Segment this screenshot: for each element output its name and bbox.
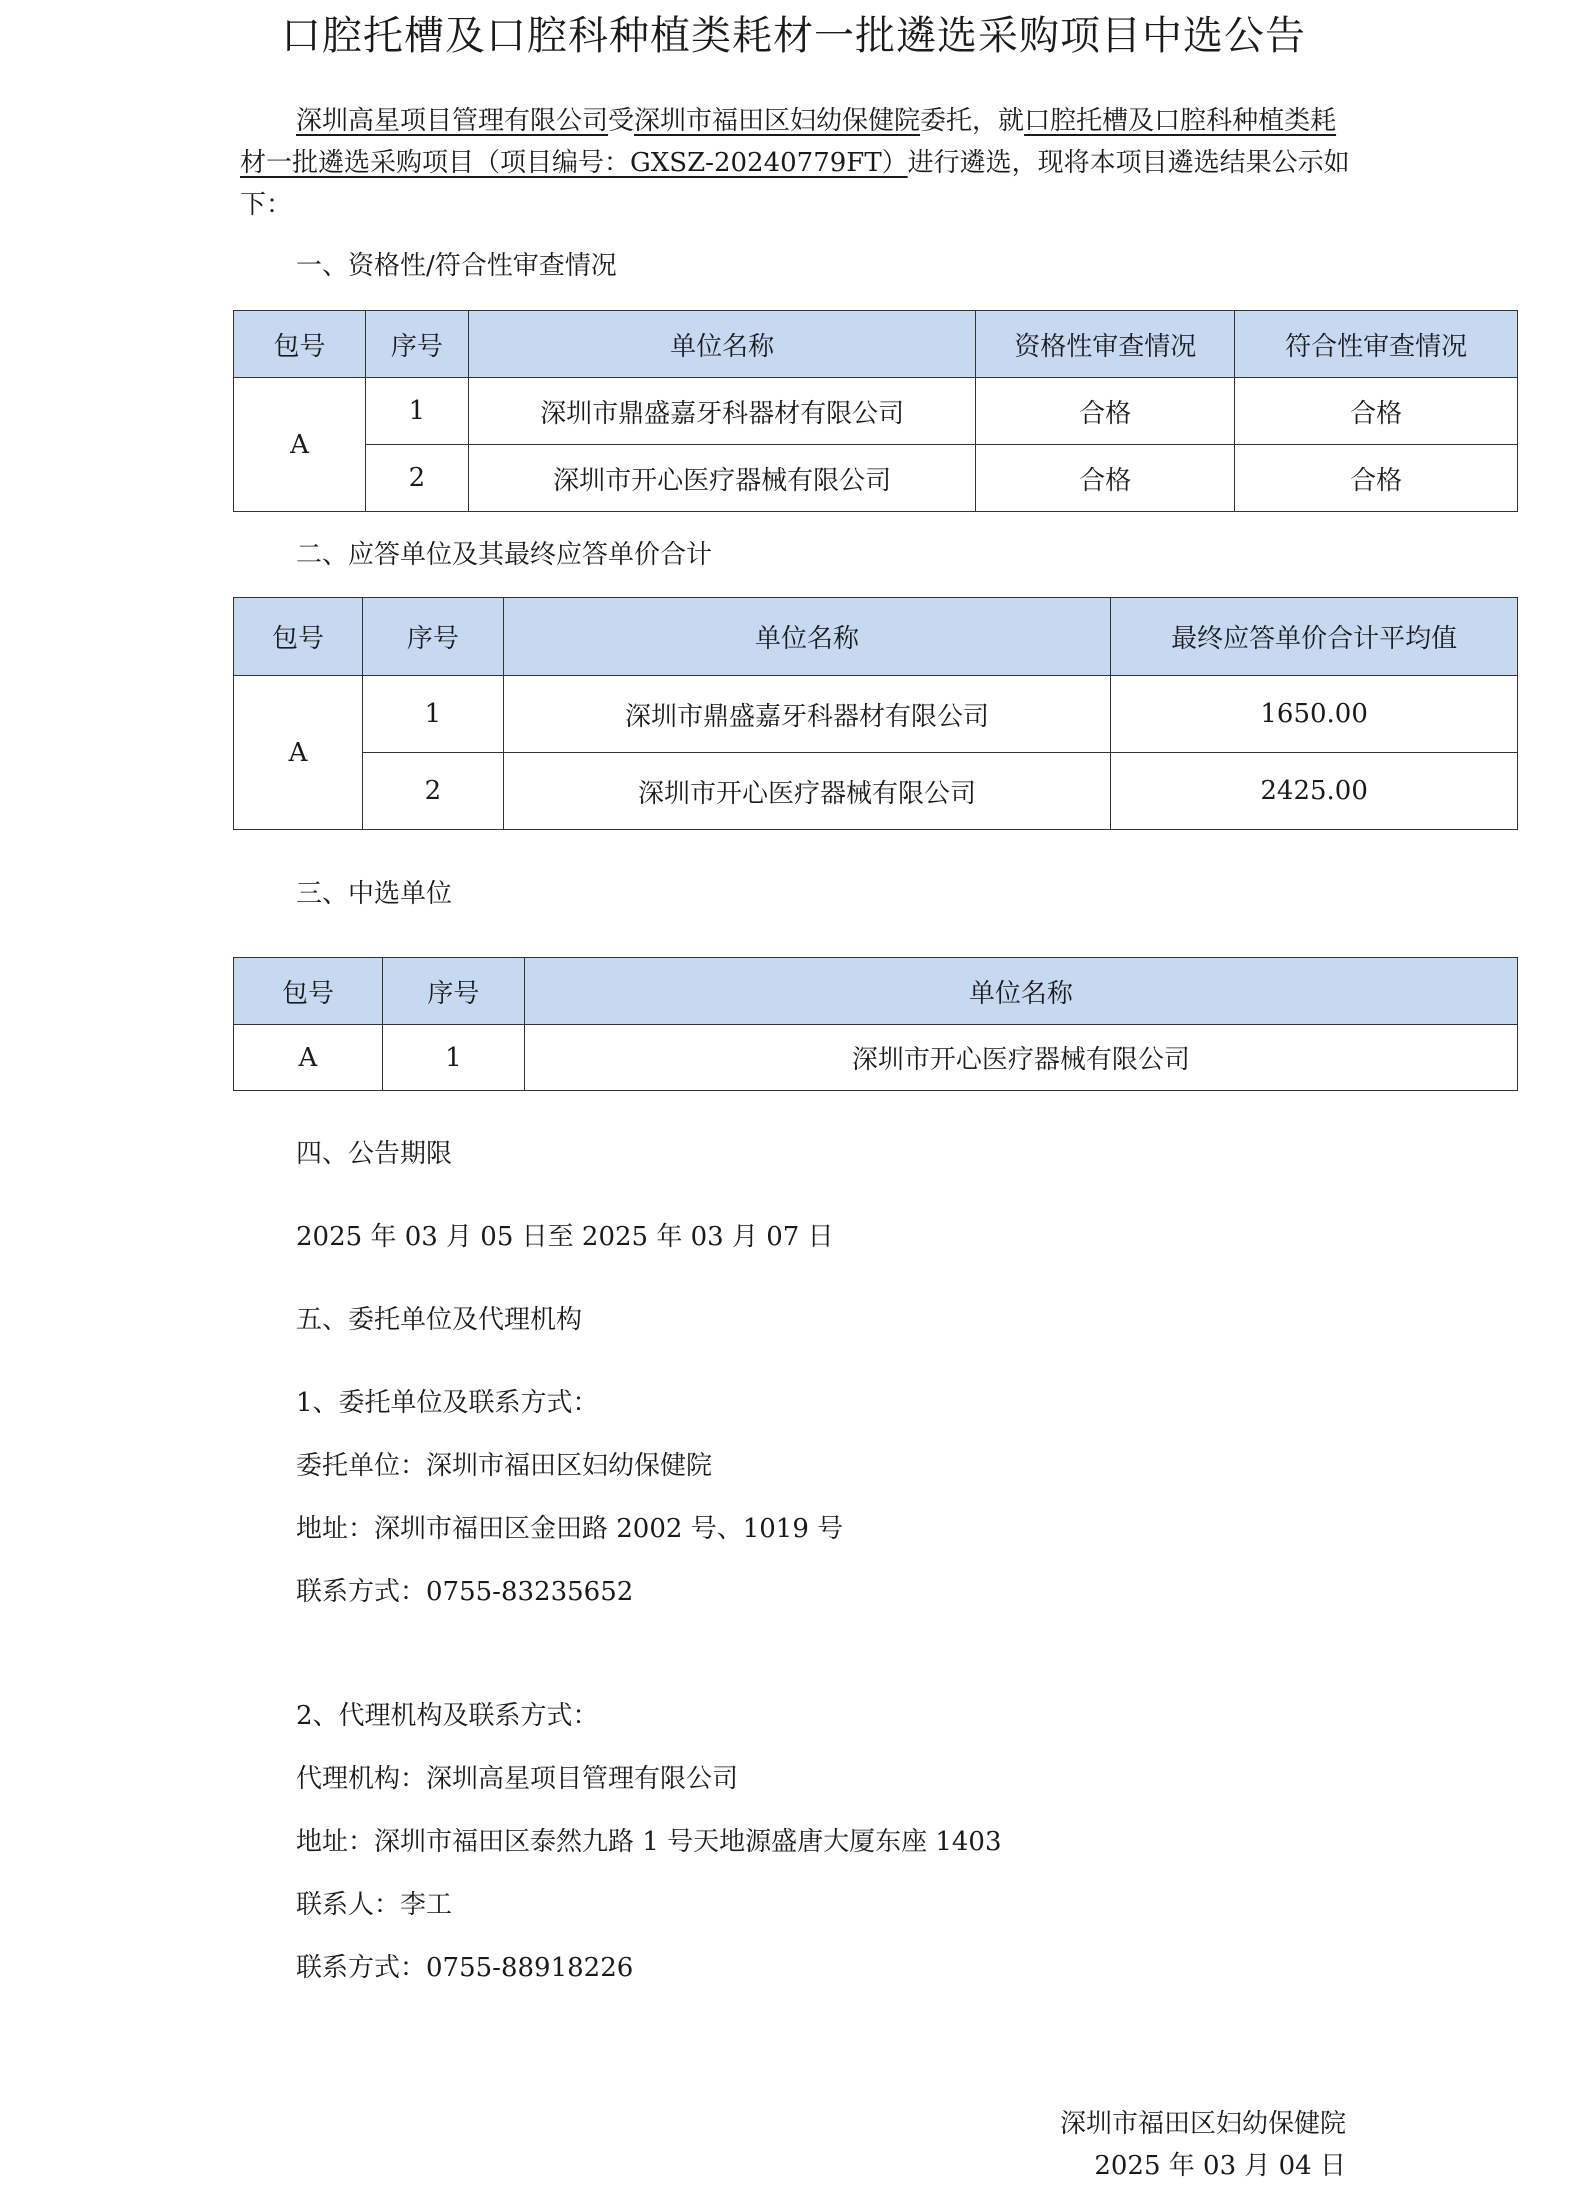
index-cell: 2 bbox=[362, 753, 503, 830]
agent-contact-heading: 2、代理机构及联系方式： bbox=[296, 1701, 599, 1731]
package-cell: A bbox=[234, 676, 363, 830]
header-index: 序号 bbox=[382, 958, 524, 1025]
index-cell: 1 bbox=[362, 676, 503, 753]
client-contact-heading: 1、委托单位及联系方式： bbox=[296, 1388, 599, 1418]
section3-heading: 三、中选单位 bbox=[296, 879, 453, 909]
header-company: 单位名称 bbox=[503, 598, 1110, 676]
agent-contact-person: 联系人：李工 bbox=[296, 1890, 453, 1920]
header-index: 序号 bbox=[362, 598, 503, 676]
client-phone-line: 联系方式：0755-83235652 bbox=[296, 1577, 634, 1607]
section5-heading: 五、委托单位及代理机构 bbox=[296, 1305, 583, 1335]
qualification-cell: 合格 bbox=[976, 445, 1235, 512]
company-cell: 深圳市开心医疗器械有限公司 bbox=[503, 753, 1110, 830]
price-cell: 1650.00 bbox=[1111, 676, 1518, 753]
header-package: 包号 bbox=[234, 958, 383, 1025]
intro-text-3: 进行遴选，现将本项目遴选结果公示如下： bbox=[240, 148, 1350, 220]
intro-text-2: 委托，就 bbox=[920, 106, 1025, 136]
signature-date: 2025 年 03 月 04 日 bbox=[1094, 2151, 1346, 2181]
index-cell: 2 bbox=[365, 445, 468, 512]
table-row bbox=[234, 753, 1518, 830]
header-company: 单位名称 bbox=[524, 958, 1517, 1025]
company-cell: 深圳市鼎盛嘉牙科器材有限公司 bbox=[503, 676, 1110, 753]
header-compliance: 符合性审查情况 bbox=[1235, 311, 1518, 378]
table-header-row bbox=[234, 598, 1518, 676]
winner-table bbox=[233, 957, 1518, 1091]
client-name-line: 委托单位：深圳市福田区妇幼保健院 bbox=[296, 1451, 713, 1481]
signature-org: 深圳市福田区妇幼保健院 bbox=[1059, 2109, 1346, 2139]
agent-name: 深圳高星项目管理有限公司 bbox=[296, 106, 609, 136]
index-cell: 1 bbox=[365, 378, 468, 445]
price-table bbox=[233, 597, 1518, 830]
section1-heading: 一、资格性/符合性审查情况 bbox=[296, 251, 617, 281]
header-package: 包号 bbox=[234, 311, 366, 378]
qualification-cell: 合格 bbox=[976, 378, 1235, 445]
notice-period: 2025 年 03 月 05 日至 2025 年 03 月 07 日 bbox=[296, 1222, 834, 1252]
compliance-cell: 合格 bbox=[1235, 445, 1518, 512]
table-header-row bbox=[234, 311, 1518, 378]
agent-address-line: 地址：深圳市福田区泰然九路 1 号天地源盛唐大厦东座 1403 bbox=[296, 1827, 1002, 1857]
page-title: 口腔托槽及口腔科种植类耗材一批遴选采购项目中选公告 bbox=[281, 13, 1306, 59]
table-row bbox=[234, 1025, 1518, 1091]
project-name: 口腔托槽及口腔科种植类耗材一批遴选采购项目（项目编号：GXSZ-20240779FT） bbox=[240, 106, 1337, 178]
package-cell: A bbox=[234, 378, 366, 512]
agent-phone-line: 联系方式：0755-88918226 bbox=[296, 1953, 634, 1983]
compliance-cell: 合格 bbox=[1235, 378, 1518, 445]
section2-heading: 二、应答单位及其最终应答单价合计 bbox=[296, 540, 713, 570]
header-avg-price: 最终应答单价合计平均值 bbox=[1111, 598, 1518, 676]
package-cell: A bbox=[234, 1025, 383, 1091]
section4-heading: 四、公告期限 bbox=[296, 1139, 453, 1169]
index-cell: 1 bbox=[382, 1025, 524, 1091]
intro-paragraph bbox=[240, 100, 1350, 226]
table-header-row bbox=[234, 958, 1518, 1025]
price-cell: 2425.00 bbox=[1111, 753, 1518, 830]
agent-name-line: 代理机构：深圳高星项目管理有限公司 bbox=[296, 1764, 739, 1794]
header-company: 单位名称 bbox=[468, 311, 976, 378]
intro-text-1: 受 bbox=[608, 106, 635, 136]
company-cell: 深圳市开心医疗器械有限公司 bbox=[468, 445, 976, 512]
table-row bbox=[234, 676, 1518, 753]
header-index: 序号 bbox=[365, 311, 468, 378]
company-cell: 深圳市开心医疗器械有限公司 bbox=[524, 1025, 1517, 1091]
header-package: 包号 bbox=[234, 598, 363, 676]
header-qualification: 资格性审查情况 bbox=[976, 311, 1235, 378]
table-row bbox=[234, 378, 1518, 445]
review-table bbox=[233, 310, 1518, 512]
company-cell: 深圳市鼎盛嘉牙科器材有限公司 bbox=[468, 378, 976, 445]
client-name: 深圳市福田区妇幼保健院 bbox=[634, 106, 921, 136]
table-row bbox=[234, 445, 1518, 512]
client-address-line: 地址：深圳市福田区金田路 2002 号、1019 号 bbox=[296, 1514, 844, 1544]
